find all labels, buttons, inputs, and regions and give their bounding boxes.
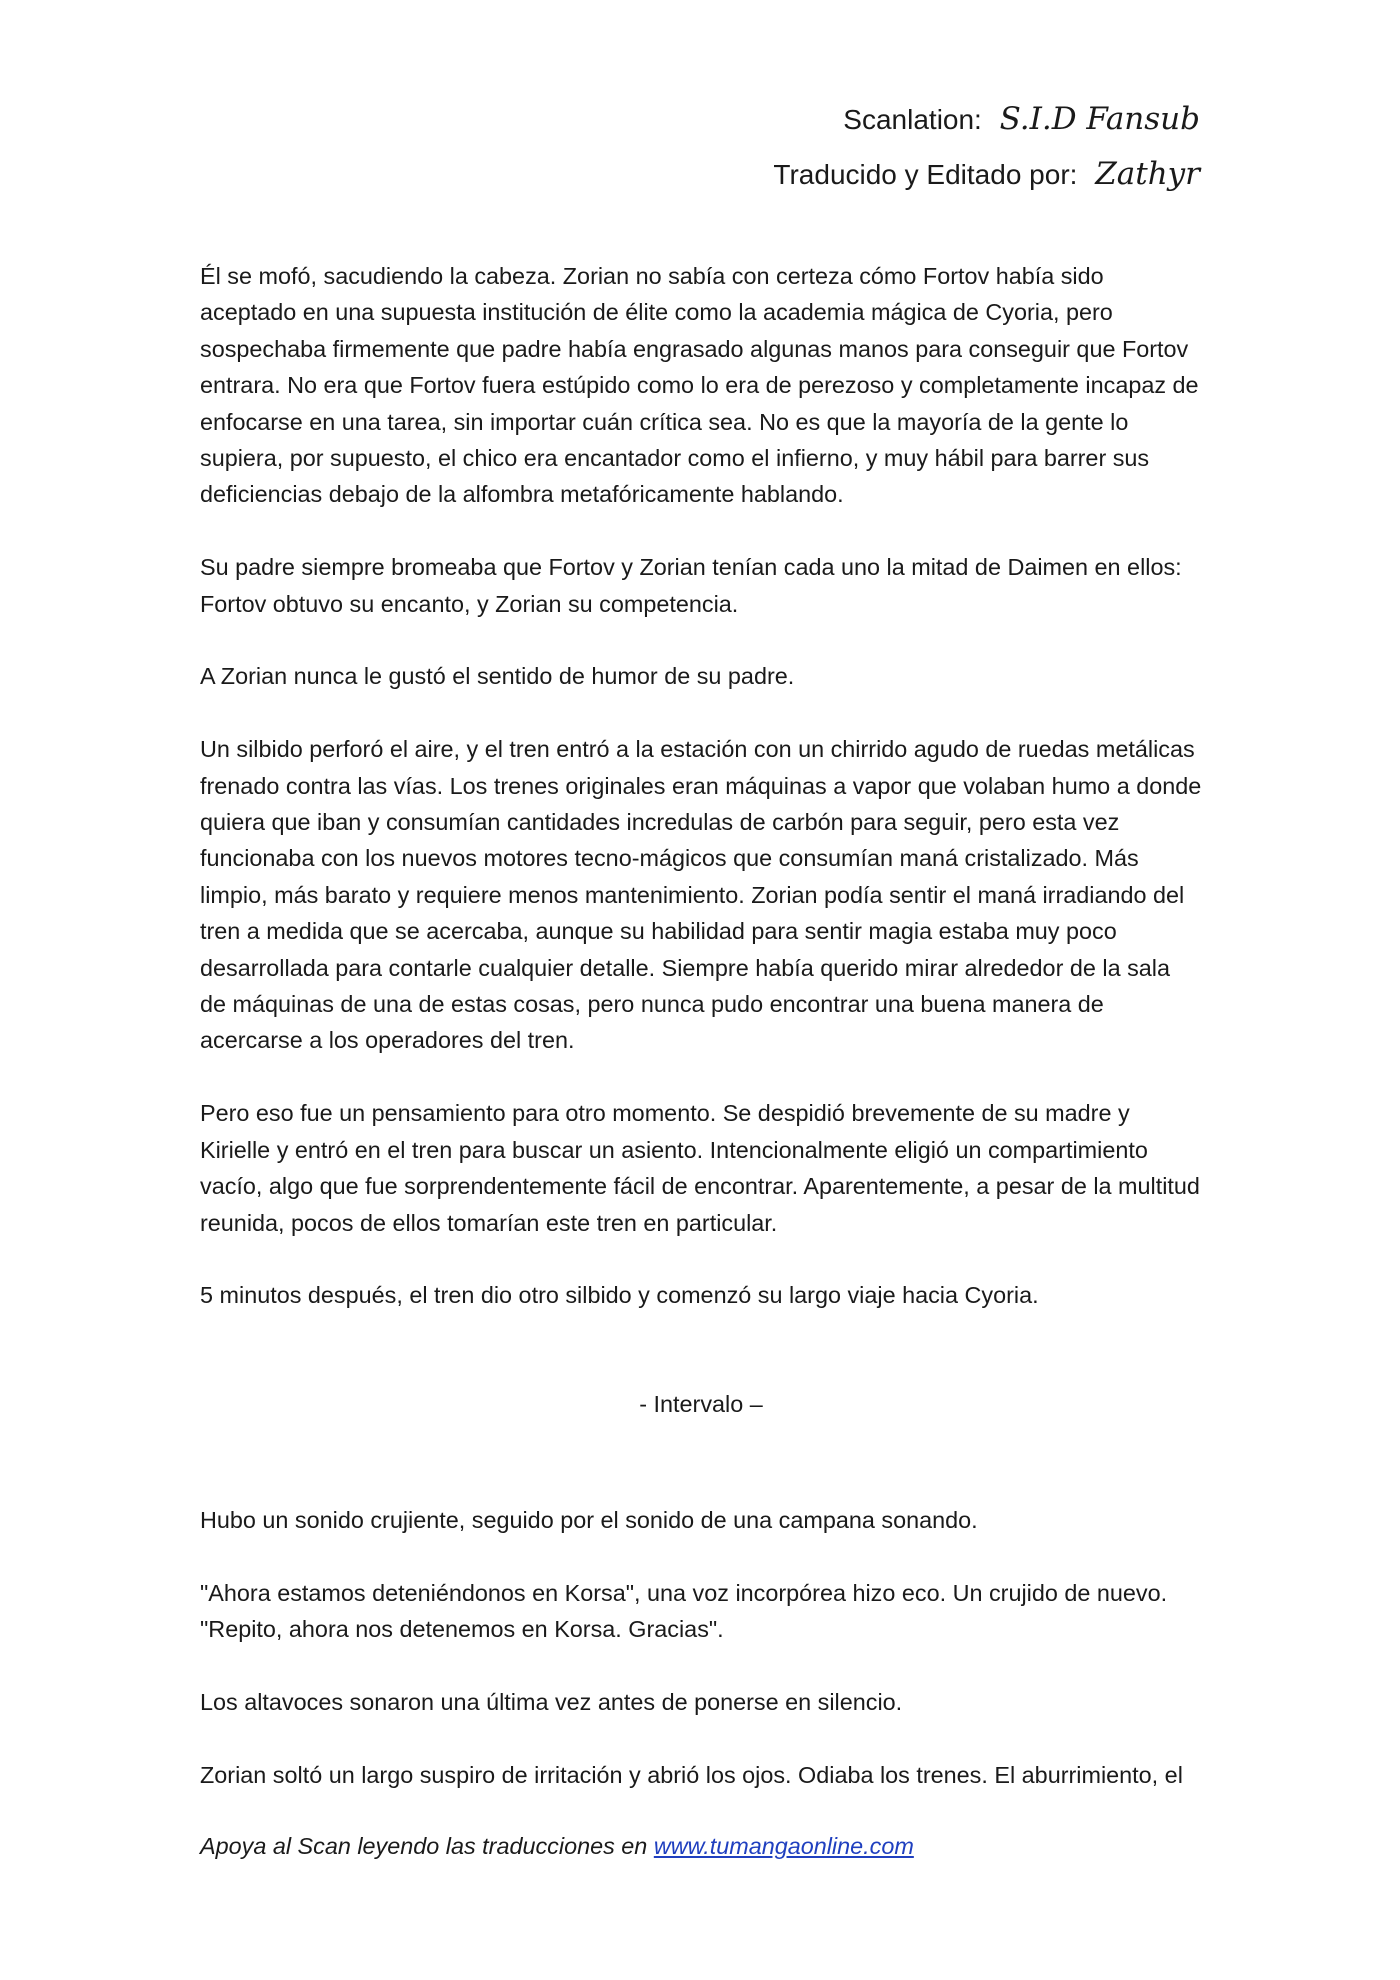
scanlation-label: Scanlation: bbox=[843, 104, 982, 135]
paragraph: Los altavoces sonaron una última vez antes de ponerse en silencio. bbox=[200, 1689, 903, 1716]
paragraph: Zorian soltó un largo suspiro de irritación y abrió los ojos. Odiaba los trenes. El aburrimiento, el bbox=[200, 1761, 1183, 1788]
paragraph: A Zorian nunca le gustó el sentido de humor de su padre. bbox=[200, 663, 795, 690]
translator-name: Zathyr bbox=[1095, 156, 1200, 192]
footer-text: Apoya al Scan leyendo las traducciones en bbox=[200, 1833, 648, 1859]
translator-credit bbox=[773, 147, 1200, 202]
paragraph: Él se mofó, sacudiendo la cabeza. Zorian no sabía con certeza cómo Fortov había sido aceptado en una supuesta institución de élite como la academia mágica de Cyoria, pero sospechaba firmemente que padre había engrasado algunas manos para conseguir que Fortov entrara. No era que Fortov fuera estúpido como lo era de perezoso y completamente incapaz de enfocarse en una tarea, sin importar cuán crítica sea. No es que la mayoría de la gente lo supiera, por supuesto, el chico era encantador como el infierno, y muy hábil para barrer sus deficiencias debajo de la alfombra metafóricamente hablando. bbox=[200, 263, 1199, 508]
website-link[interactable]: www.tumangaonline.com bbox=[653, 1833, 914, 1859]
chapter-body bbox=[200, 258, 1202, 1830]
paragraph: "Ahora estamos deteniéndonos en Korsa", una voz incorpórea hizo eco. Un crujido de nuevo. "Repito, ahora nos detenemos en Korsa. Gracias". bbox=[200, 1579, 1168, 1643]
credits-header bbox=[773, 92, 1200, 202]
scanlation-group-name: S.I.D Fansub bbox=[999, 101, 1200, 137]
scanlation-credit bbox=[773, 92, 1200, 147]
paragraph: Pero eso fue un pensamiento para otro momento. Se despidió brevemente de su madre y Kirielle y entró en el tren para buscar un asiento. Intencionalmente eligió un compartimiento vacío, algo que fue sorprendentemente fácil de encontrar. Aparentemente, a pesar de la multitud reunida, pocos de ellos tomarían este tren en particular. bbox=[200, 1100, 1200, 1236]
support-footer bbox=[200, 1833, 914, 1860]
paragraph: 5 minutos después, el tren dio otro silbido y comenzó su largo viaje hacia Cyoria. bbox=[200, 1282, 1039, 1309]
paragraph: Un silbido perforó el aire, y el tren entró a la estación con un chirrido agudo de ruedas metálicas frenado contra las vías. Los trenes originales eran máquinas a vapor que volaban humo a donde quiera que iban y consumían cantidades incredulas de carbón para seguir, pero esta vez funcionaba con los nuevos motores tecno-mágicos que consumían maná cristalizado. Más limpio, más barato y requiere menos mantenimiento. Zorian podía sentir el maná irradiando del tren a medida que se acercaba, aunque su habilidad para sentir magia estaba muy poco desarrollada para contarle cualquier detalle. Siempre había querido mirar alrededor de la sala de máquinas de una de estas cosas, pero nunca pudo encontrar una buena manera de acercarse a los operadores del tren. bbox=[200, 736, 1202, 1054]
translator-label: Traducido y Editado por: bbox=[773, 159, 1078, 190]
paragraph: Hubo un sonido crujiente, seguido por el sonido de una campana sonando. bbox=[200, 1507, 978, 1534]
paragraph: Su padre siempre bromeaba que Fortov y Zorian tenían cada uno la mitad de Daimen en ellos: Fortov obtuvo su encanto, y Zorian su competencia. bbox=[200, 554, 1182, 617]
section-divider: - Intervalo – bbox=[639, 1390, 763, 1417]
